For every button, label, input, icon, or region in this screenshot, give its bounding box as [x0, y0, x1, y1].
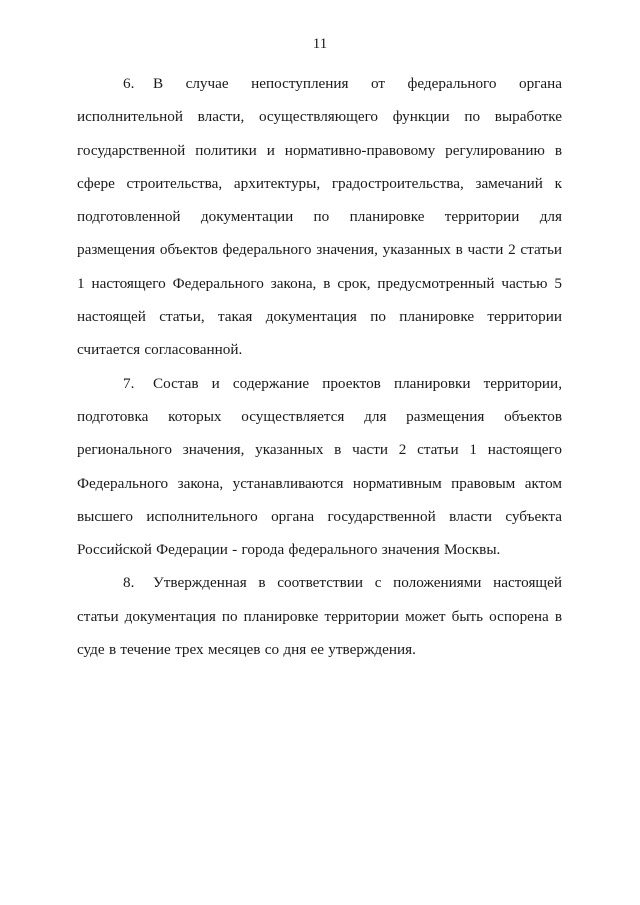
paragraph-text: Состав и содержание проектов планировки территории, подготовка которых осуществляется для размещения объектов регионального значения, указанных в части 2 статьи 1 настоящего Федерального закона, устанавливаются нормативным правовым актом высшего исполнительного органа государственной власти субъекта Российской Федерации - города федерального значения Москвы. — [77, 374, 562, 559]
paragraph-text: В случае непоступления от федерального органа исполнительной власти, осуществляющего функции по выработке государственной политики и нормативно-правовому регулированию в сфере строительства, архитектуры, градостроительства, замечаний к подготовленной документации по планировке территории для размещения объектов федерального значения, указанных в части 2 статьи 1 настоящего Федерального закона, в срок, предусмотренный частью 5 настоящей статьи, такая документация по планировке территории считается согласованной. — [77, 75, 562, 359]
paragraph-number: 6. — [123, 75, 135, 92]
paragraph-number: 8. — [123, 574, 135, 592]
paragraph-text: Утвержденная в соответствии с положениями настоящей статьи документация по планировке территории может быть оспорена в суде в течение трех месяцев со дня ее утверждения. — [77, 574, 562, 659]
paragraph-7 — [77, 367, 562, 567]
page-number: 11 — [312, 36, 328, 52]
paragraph-8 — [77, 566, 562, 666]
document-body — [77, 67, 562, 666]
paragraph-6 — [77, 67, 562, 367]
paragraph-number: 7. — [123, 374, 135, 392]
